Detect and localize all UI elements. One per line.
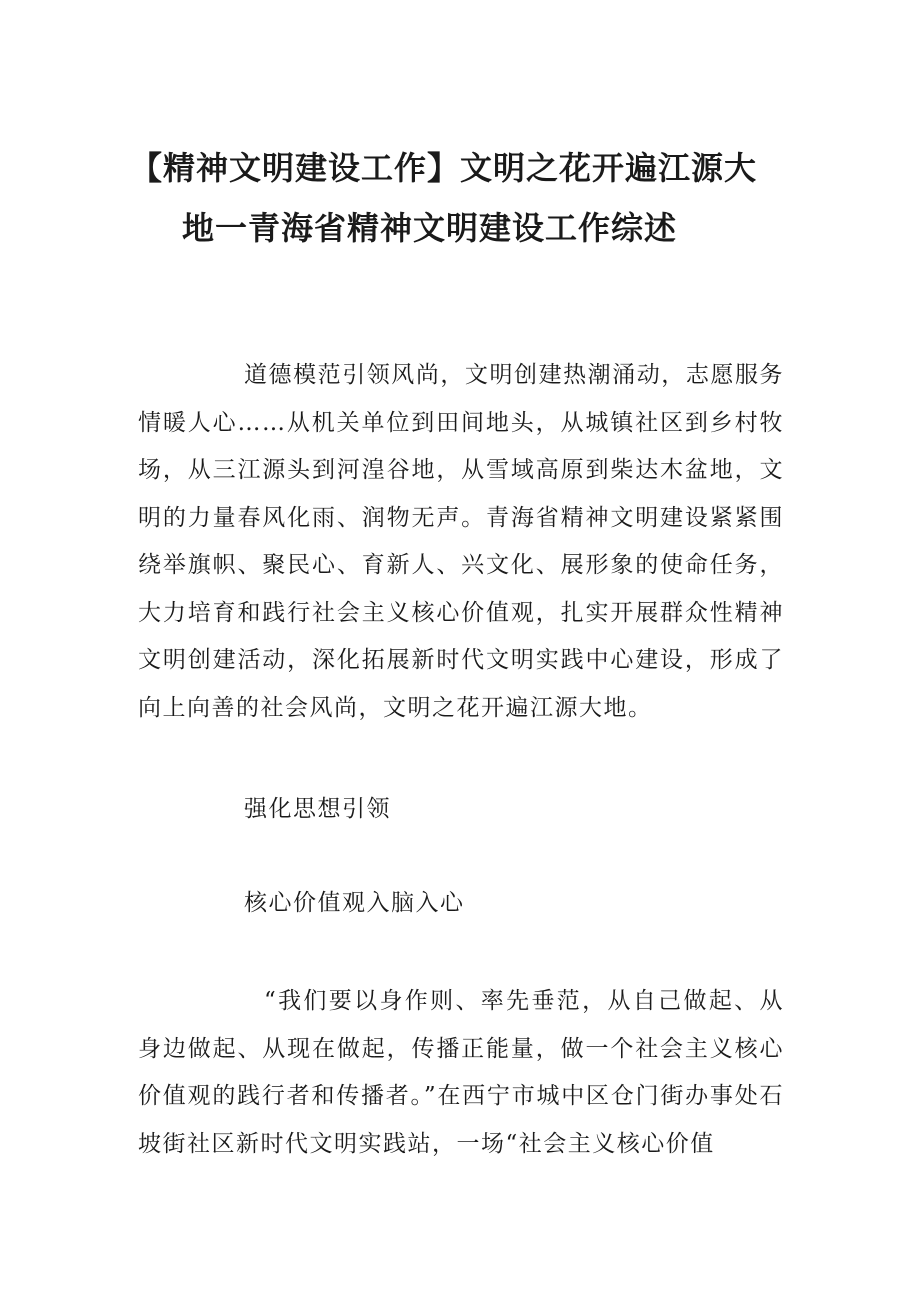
intro-paragraph: 道德模范引领风尚，文明创建热潮涌动，志愿服务情暖人心……从机关单位到田间地头，从城镇社区到乡村牧场，从三江源头到河湟谷地，从雪域高原到柴达木盆地，文明的力量春风化雨、润物无声。青海省精神文明建设紧紧围绕举旗帜、聚民心、育新人、兴文化、展形象的使命任务，大力培育和践行社会主义核心价值观，扎实开展群众性精神文明创建活动，深化拓展新时代文明实践中心建设，形成了向上向善的社会风尚，文明之花开遍江源大地。 xyxy=(138,362,784,721)
section-subheading: 核心价值观入脑入心 xyxy=(244,890,465,916)
section-heading: 强化思想引领 xyxy=(244,796,391,822)
body-paragraph: “我们要以身作则、率先垂范，从自己做起、从身边做起、从现在做起，传播正能量，做一个社会主义核心价值观的践行者和传播者。”在西宁市城中区仓门街办事处石坡街社区新时代文明实践站，一场“社会主义核心价值 xyxy=(138,988,784,1157)
title-line-2: 地一青海省精神文明建设工作综述 xyxy=(182,209,678,247)
document-title xyxy=(130,138,800,258)
title-line-1: 【精神文明建设工作】文明之花开遍江源大 xyxy=(130,149,758,187)
